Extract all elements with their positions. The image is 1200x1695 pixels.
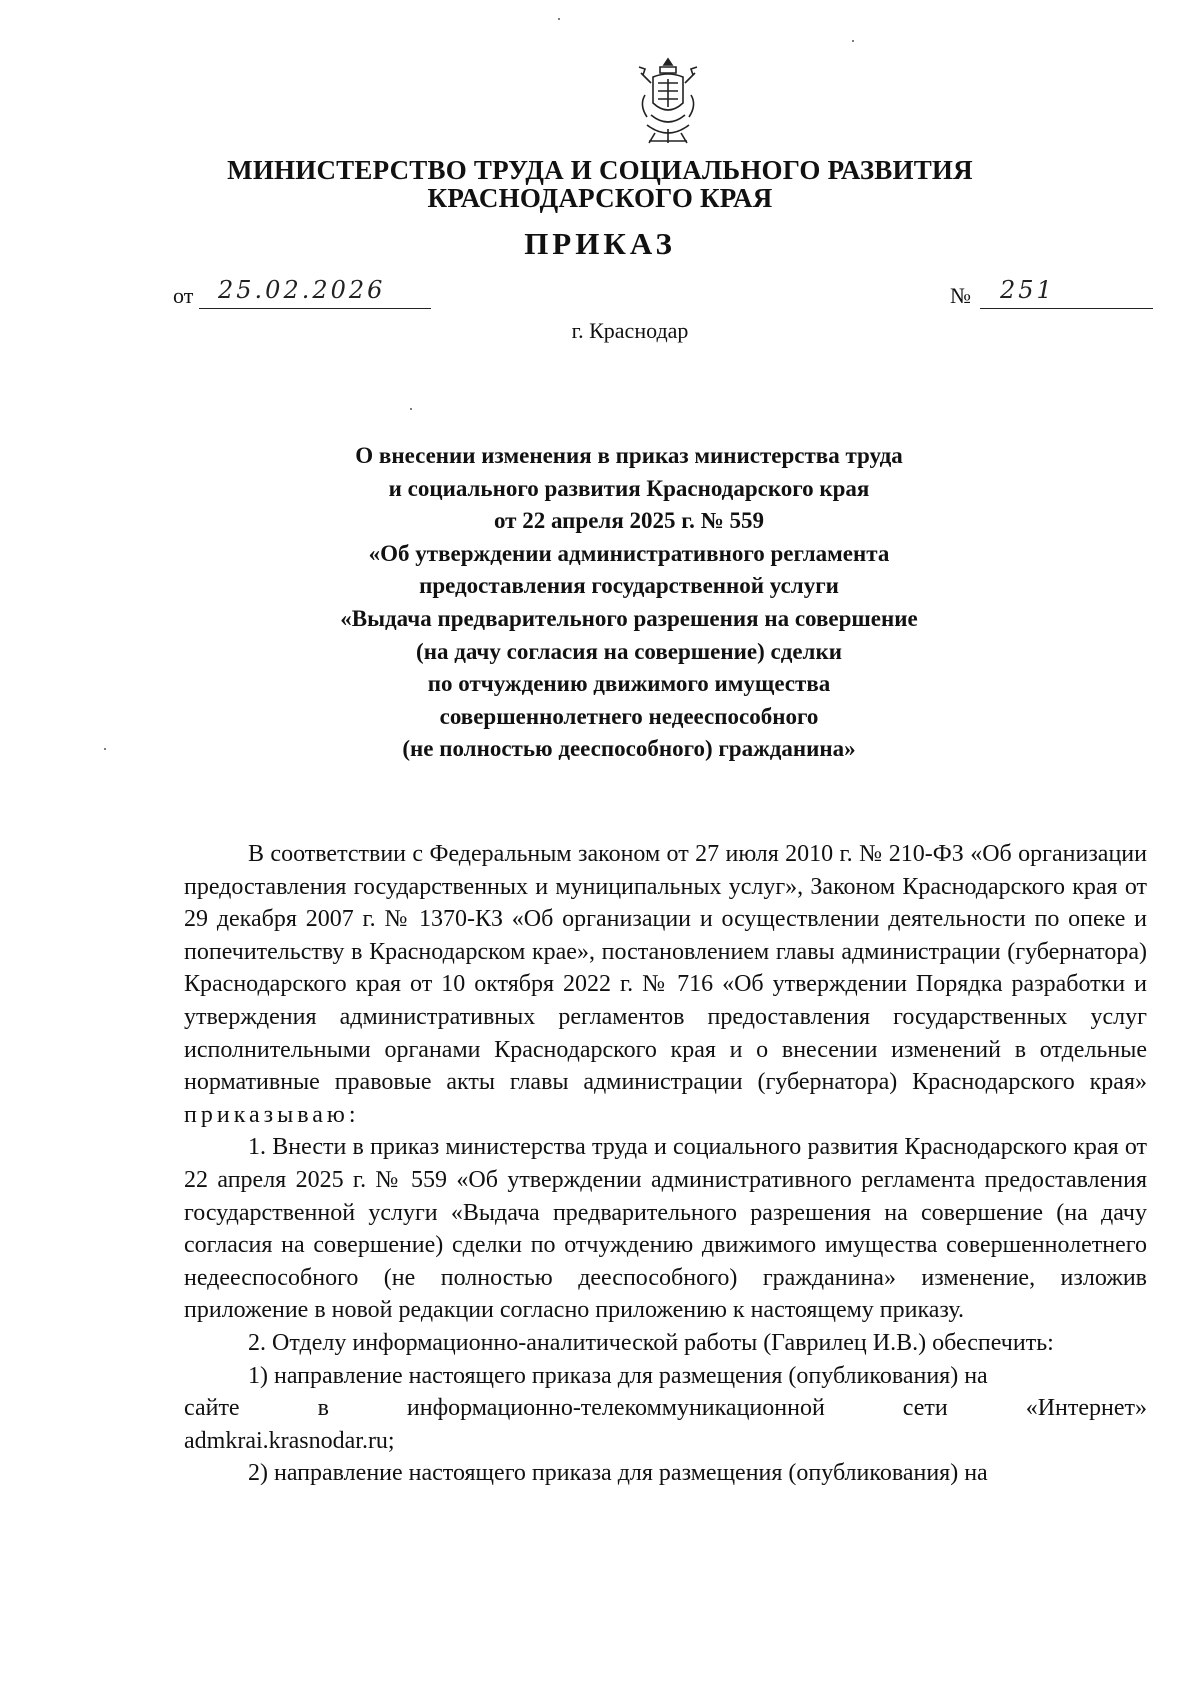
subject-line: О внесении изменения в приказ министерства труда: [355, 443, 903, 468]
intro-paragraph: [184, 838, 1147, 1131]
scan-speck: [558, 18, 560, 20]
date-prefix: от: [173, 283, 194, 308]
subject-line: «Об утверждении административного регламента: [368, 540, 890, 566]
intro-text: В соответствии с Федеральным законом от 27 июля 2010 г. № 210-ФЗ «Об организации предоставления государственных и муниципальных услуг», Законом Краснодарского края от 29 декабря 2007 г. № 1370-КЗ «Об организации и осуществлении деятельности по опеке и попечительству в Краснодарском крае», постановлением главы администрации (губернатора) Краснодарского края от 10 октября 2022 г. № 716 «Об утверждении Порядка разработки и утверждения административных регламентов предоставления государственных услуг исполнительными органами Краснодарского края и о внесении изменений в отдельные нормативные правовые акты главы администрации (губернатора) Краснодарского края»: [184, 841, 1147, 1096]
item-2-paragraph: 2. Отделу информационно-аналитической работы (Гаврилец И.В.) обеспечить:: [248, 1329, 1054, 1356]
coat-of-arms-icon: [633, 55, 703, 147]
item-1-paragraph: 1. Внести в приказ министерства труда и социального развития Краснодарского края от 22 апреля 2025 г. № 559 «Об утверждении административного регламента предоставления государственной услуги «Выдача предварительного разрешения на совершение (на дачу согласия на совершение) сделки по отчуждению движимого имущества совершеннолетнего недееспособного (не полностью дееспособного) гражданина» изменение, изложив приложение в новой редакции согласно приложению к настоящему приказу.: [184, 1134, 1147, 1324]
ministry-name-line2: КРАСНОДАРСКОГО КРАЯ: [427, 183, 773, 213]
scan-speck: [852, 40, 854, 42]
body-text: [184, 838, 1147, 1490]
subject-line: «Выдача предварительного разрешения на совершение: [340, 605, 918, 631]
item-2-2-paragraph: 2) направление настоящего приказа для размещения (опубликования) на: [248, 1460, 988, 1487]
subject-line: и социального развития Краснодарского края: [388, 475, 870, 501]
subject-line: от 22 апреля 2025 г. № 559: [493, 508, 764, 534]
date-value: 25.02.2026: [218, 276, 386, 304]
item-2-1-url: admkrai.krasnodar.ru;: [184, 1427, 395, 1454]
number-value: 251: [1000, 276, 1055, 304]
ministry-name-line1: МИНИСТЕРСТВО ТРУДА И СОЦИАЛЬНОГО РАЗВИТИЯ: [227, 155, 973, 185]
subject-block: [0, 440, 1200, 766]
scan-speck: [410, 408, 412, 410]
subject-line: (на дачу согласия на совершение) сделки: [416, 638, 842, 664]
city-name: г. Краснодар: [571, 318, 689, 343]
scan-speck: [104, 748, 106, 750]
number-underline: [980, 308, 1153, 309]
document-type-title: ПРИКАЗ: [524, 226, 676, 261]
subject-line: (не полностью дееспособного) гражданина»: [402, 736, 856, 762]
item-2-1-site-line: сайте в информационно-телекоммуникационной сети «Интернет»: [184, 1395, 1147, 1422]
subject-line: предоставления государственной услуги: [419, 573, 839, 599]
date-underline: [199, 308, 431, 309]
order-word: приказываю:: [184, 1101, 360, 1128]
number-prefix: №: [950, 283, 971, 308]
subject-line: по отчуждению движимого имущества: [427, 671, 831, 697]
item-2-1-paragraph: 1) направление настоящего приказа для размещения (опубликования) на: [248, 1362, 988, 1389]
subject-line: совершеннолетнего недееспособного: [439, 703, 819, 729]
